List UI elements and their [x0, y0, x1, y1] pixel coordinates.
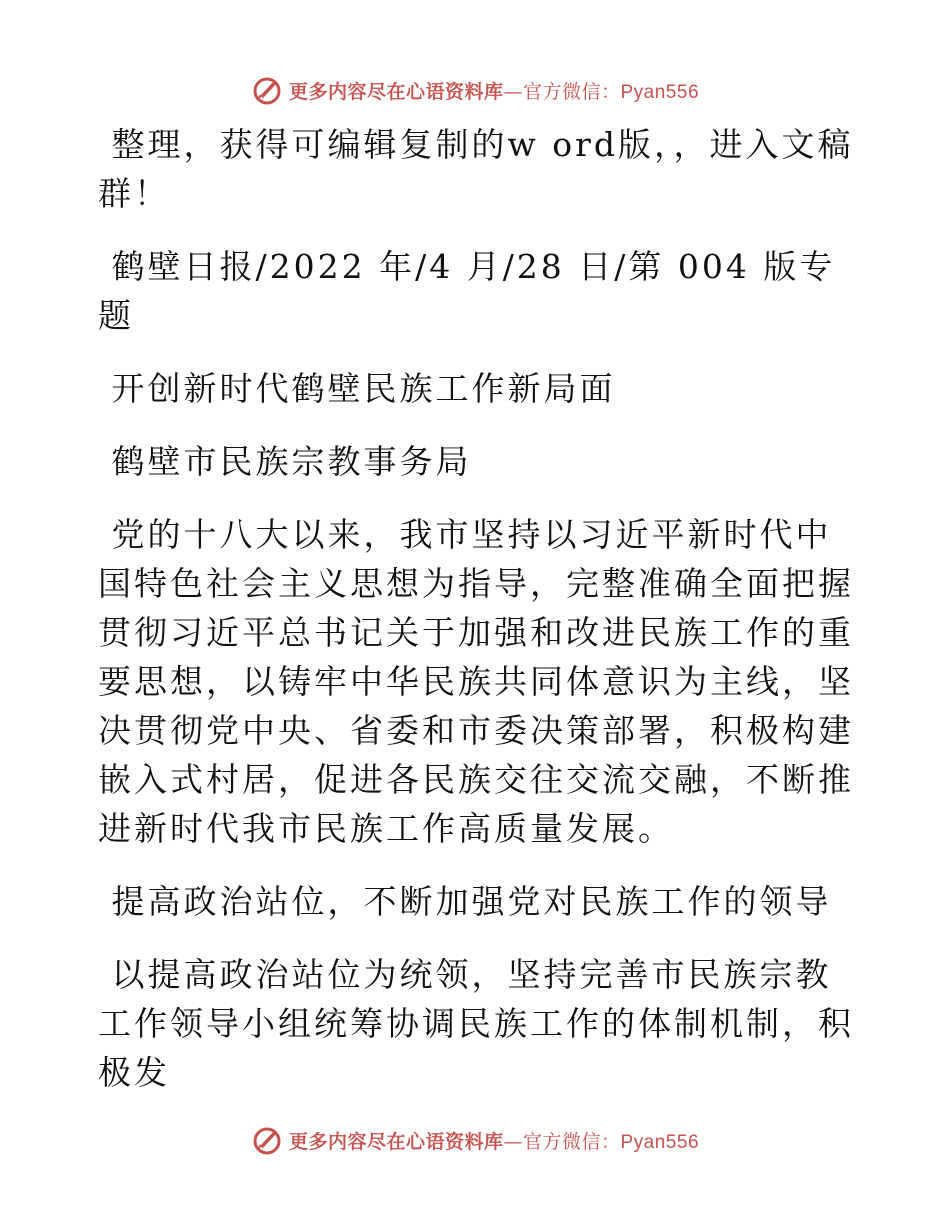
- body-paragraph-2: 以提高政治站位为统领，坚持完善市民族宗教工作领导小组统筹协调民族工作的体制机制，积极发: [98, 955, 854, 1092]
- dateline: 鹤壁日报/2022 年/4 月/28 日/第 004 版专题: [98, 247, 836, 335]
- section-heading-1: 提高政治站位，不断加强党对民族工作的领导: [98, 882, 832, 921]
- banner-label: 官方微信：: [522, 80, 621, 103]
- quill-circle-icon: [251, 74, 283, 106]
- banner-dash: —: [503, 1130, 523, 1153]
- article-title: 开创新时代鹤壁民族工作新局面: [98, 369, 616, 408]
- banner-main-text: 更多内容尽在心语资料库: [288, 1130, 504, 1153]
- body-paragraph-1: 党的十八大以来，我市坚持以习近平新时代中国特色社会主义思想为指导，完整准确全面把握贯彻习近平总书记关于加强和改进民族工作的重要思想，以铸牢中华民族共同体意识为主线，坚决贯彻党中央、省委和市委决策部署，积极构建嵌入式村居，促进各民族交往交流交融，不断推进新时代我市民族工作高质量发展。: [98, 515, 854, 848]
- header-banner: [0, 70, 950, 110]
- footer-banner: [0, 1120, 950, 1160]
- document-body: [98, 120, 858, 1121]
- banner-dash: —: [503, 80, 523, 103]
- banner-id: Pyan556: [620, 81, 700, 103]
- intro-paragraph: 整理，获得可编辑复制的w ord版，，进入文稿群！: [98, 125, 854, 213]
- quill-circle-icon: [251, 1124, 283, 1156]
- banner-main-text: 更多内容尽在心语资料库: [288, 80, 504, 103]
- banner-label: 官方微信：: [522, 1130, 621, 1153]
- banner-id: Pyan556: [620, 1131, 700, 1153]
- article-author: 鹤壁市民族宗教事务局: [98, 442, 472, 481]
